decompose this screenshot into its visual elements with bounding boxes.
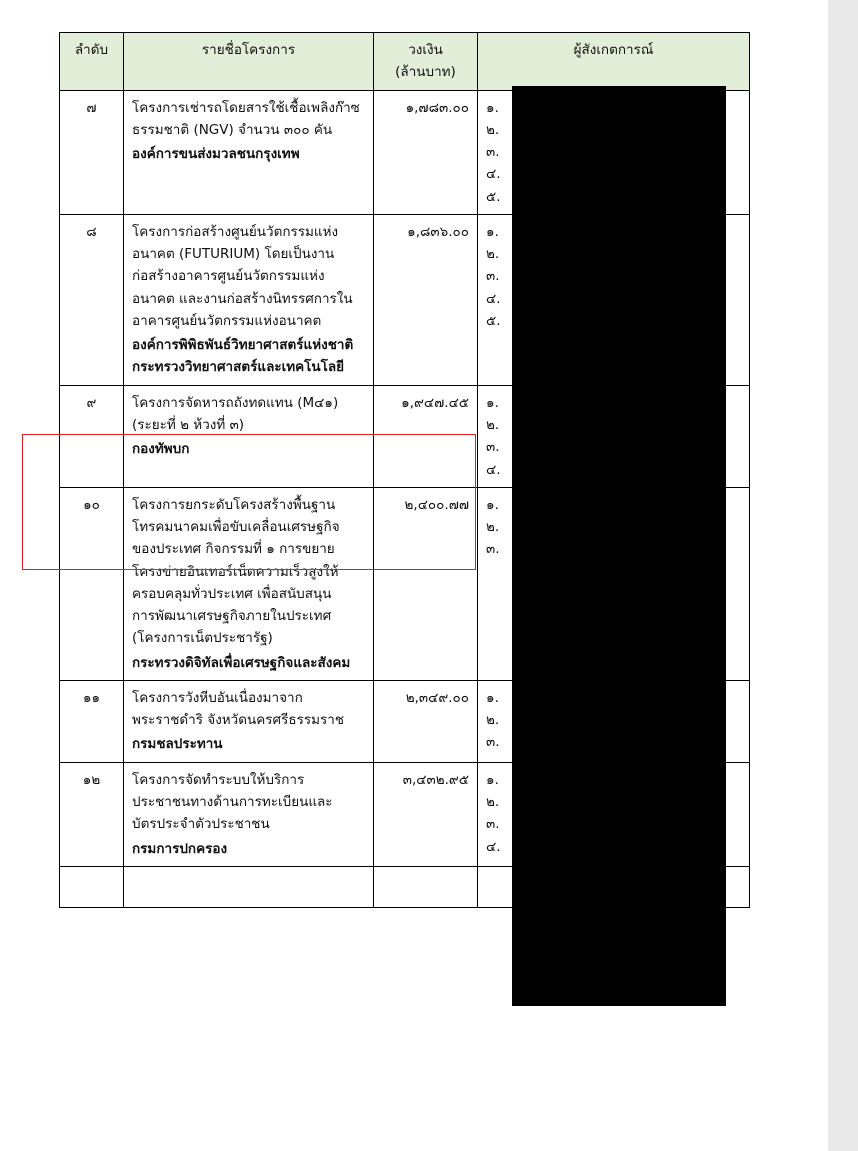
column-header-no: ลำดับ bbox=[60, 33, 124, 91]
cell-budget-amount: ๑,๙๔๗.๔๕ bbox=[374, 385, 478, 487]
observer-item: ๓. bbox=[486, 816, 500, 833]
cell-order-number: ๘ bbox=[60, 214, 124, 385]
cell-empty bbox=[124, 866, 374, 907]
observer-item: ๑. bbox=[486, 496, 499, 513]
observer-item: ๑. bbox=[486, 223, 499, 240]
project-line: (โครงการเน็ตประชารัฐ) bbox=[132, 630, 273, 647]
project-line: พระราชดำริ จังหวัดนครศรีธรรมราช bbox=[132, 712, 344, 729]
page-gutter bbox=[828, 0, 858, 1151]
observer-item: ๕. bbox=[486, 312, 501, 329]
project-line: บัตรประจำตัวประชาชน bbox=[132, 816, 270, 833]
cell-empty bbox=[374, 866, 478, 907]
cell-budget-amount: ๒,๔๐๐.๗๗ bbox=[374, 487, 478, 680]
project-agency: องค์การพิพิธพันธ์วิทยาศาสตร์แห่งชาติกระทรวงวิทยาศาสตร์และเทคโนโลยี bbox=[132, 337, 354, 376]
cell-project-name bbox=[124, 214, 374, 385]
project-line: โครงการจัดทำระบบให้บริการ bbox=[132, 771, 305, 788]
cell-project-name bbox=[124, 762, 374, 866]
observer-item: ๒. bbox=[486, 519, 500, 536]
project-agency: กระทรวงดิจิทัลเพื่อเศรษฐกิจและสังคม bbox=[132, 654, 351, 671]
observer-item: ๑. bbox=[486, 771, 499, 788]
cell-budget-amount: ๑,๗๘๓.๐๐ bbox=[374, 90, 478, 214]
cell-budget-amount: ๒,๓๔๙.๐๐ bbox=[374, 680, 478, 762]
observer-item: ๒. bbox=[486, 712, 500, 729]
project-line: อาคารศูนย์นวัตกรรมแห่งอนาคต bbox=[132, 312, 322, 329]
observer-item: ๒. bbox=[486, 793, 500, 810]
project-line: ก่อสร้างอาคารศูนย์นวัตกรรมแห่ง bbox=[132, 268, 325, 285]
observer-item: ๓. bbox=[486, 734, 500, 751]
project-line: โครงการยกระดับโครงสร้างพื้นฐาน bbox=[132, 496, 336, 513]
project-line: ครอบคลุมทั่วประเทศ เพื่อสนับสนุน bbox=[132, 585, 332, 602]
project-line: โครงการวังหีบอันเนื่องมาจาก bbox=[132, 689, 303, 706]
project-line: ประชาชนทางด้านการทะเบียนและ bbox=[132, 793, 333, 810]
project-agency: องค์การขนส่งมวลชนกรุงเทพ bbox=[132, 146, 300, 163]
observer-item: ๔. bbox=[486, 838, 501, 855]
column-header-observer: ผู้สังเกตการณ์ bbox=[478, 33, 750, 91]
observer-item: ๓. bbox=[486, 144, 500, 161]
project-line: โทรคมนาคมเพื่อขับเคลื่อนเศรษฐกิจ bbox=[132, 519, 340, 536]
redaction-overlay bbox=[512, 86, 726, 1006]
project-agency: กรมการปกครอง bbox=[132, 840, 228, 857]
project-line: โครงการจัดหารถถังทดแทน (M๔๑) bbox=[132, 394, 339, 411]
cell-budget-amount: ๓,๔๓๒.๙๕ bbox=[374, 762, 478, 866]
project-line: โครงข่ายอินเทอร์เน็ตความเร็วสูงให้ bbox=[132, 563, 339, 580]
cell-project-name bbox=[124, 385, 374, 487]
table-header-row bbox=[60, 33, 750, 91]
project-line: อนาคต และงานก่อสร้างนิทรรศการใน bbox=[132, 290, 353, 307]
observer-item: ๒. bbox=[486, 246, 500, 263]
cell-project-name bbox=[124, 90, 374, 214]
observer-item: ๔. bbox=[486, 166, 501, 183]
table-header bbox=[60, 33, 750, 91]
cell-budget-amount: ๑,๘๓๖.๐๐ bbox=[374, 214, 478, 385]
project-line: โครงการก่อสร้างศูนย์นวัตกรรมแห่ง bbox=[132, 223, 339, 240]
project-line: ของประเทศ กิจกรรมที่ ๑ การขยาย bbox=[132, 541, 335, 558]
cell-project-name bbox=[124, 680, 374, 762]
column-header-project: รายชื่อโครงการ bbox=[124, 33, 374, 91]
column-header-budget-line1: วงเงิน bbox=[408, 42, 443, 58]
observer-item: ๑. bbox=[486, 394, 499, 411]
observer-item: ๔. bbox=[486, 461, 501, 478]
project-line: โครงการเช่ารถโดยสารใช้เชื้อเพลิงก๊าซ bbox=[132, 99, 360, 116]
cell-order-number: ๗ bbox=[60, 90, 124, 214]
cell-order-number: ๑๒ bbox=[60, 762, 124, 866]
observer-item: ๑. bbox=[486, 99, 499, 116]
observer-item: ๓. bbox=[486, 439, 500, 456]
project-agency: กองทัพบก bbox=[132, 441, 190, 458]
observer-item: ๑. bbox=[486, 689, 499, 706]
cell-order-number: ๑๐ bbox=[60, 487, 124, 680]
observer-item: ๒. bbox=[486, 121, 500, 138]
cell-project-name bbox=[124, 487, 374, 680]
project-line: (ระยะที่ ๒ ห้วงที่ ๓) bbox=[132, 416, 245, 433]
observer-item: ๕. bbox=[486, 188, 501, 205]
observer-item: ๔. bbox=[486, 290, 501, 307]
cell-order-number: ๙ bbox=[60, 385, 124, 487]
observer-item: ๓. bbox=[486, 268, 500, 285]
observer-item: ๒. bbox=[486, 416, 500, 433]
project-agency: กรมชลประทาน bbox=[132, 736, 223, 753]
cell-order-number: ๑๑ bbox=[60, 680, 124, 762]
observer-item: ๓. bbox=[486, 541, 500, 558]
project-line: การพัฒนาเศรษฐกิจภายในประเทศ bbox=[132, 608, 332, 625]
project-line: ธรรมชาติ (NGV) จำนวน ๓๐๐ คัน bbox=[132, 121, 333, 138]
column-header-budget-line2: (ล้านบาท) bbox=[395, 64, 456, 81]
column-header-budget bbox=[374, 33, 478, 91]
cell-empty bbox=[60, 866, 124, 907]
project-line: อนาคต (FUTURIUM) โดยเป็นงาน bbox=[132, 246, 335, 263]
